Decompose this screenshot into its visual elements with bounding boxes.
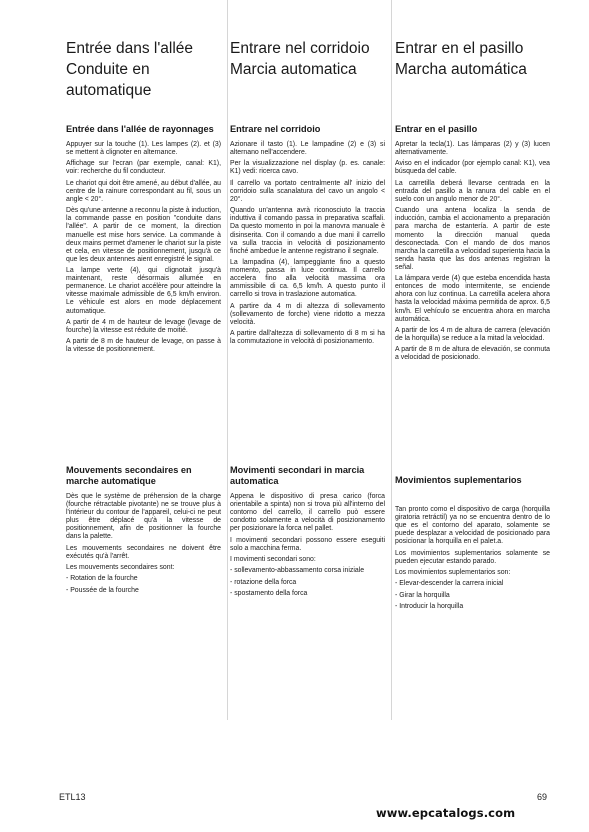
- paragraph: I movimenti secondari possono essere eseguiti solo a macchina ferma.: [230, 536, 385, 552]
- section-heading: Entrare nel corridoio: [230, 124, 321, 134]
- list-item: - sollevamento-abbassamento corsa iniziale: [230, 567, 365, 575]
- list-item: - Poussée de la fourche: [66, 586, 139, 594]
- paragraph: A partir de 8 m de hauteur de levage, on passe à la vitesse de positionnement.: [66, 338, 221, 354]
- paragraph: Quando un'antenna avrà riconosciuto la traccia induttiva il comando passa in preparativa scaffali. Da questo momento in poi la manovra manuale è disinserita. Con il comando a due mani il carrello va sulla traccia in velocità di posizionamento finché ambedue le antenne registrano il segnale.: [230, 207, 385, 255]
- section-body: [66, 141, 221, 358]
- paragraph: Cuando una antena localiza la senda de inducción, cambia el accionamento a preparación para marcha de estantería. A partir de este momento la dirección manual queda desconectada. Con el mando de dos manos marcha la carretilla a velocidad superienta hacia la senda hasta que las dos antenas registran la señal.: [395, 207, 550, 271]
- paragraph: A partir de 8 m de altura de elevación, se conmuta a velocidad de posicionado.: [395, 346, 550, 362]
- paragraph: La lámpara verde (4) que esteba encendida hasta entonces de modo intermitente, se enciende ahora con luz continua. La carretilla acelera ahora hasta la velocidad máxima permitida de aprox. 6,5 km/h. El vehículo se encuentra ahora en marcha automática.: [395, 275, 550, 323]
- paragraph: La carretilla deberá llevarse centrada en la entrada del pasillo a la ranura del cable en el suelo con un angulo menor de 20°.: [395, 179, 550, 203]
- paragraph: A partire dall'altezza di sollevamento di 8 m si ha la commutazione in velocità di posizionamento.: [230, 330, 385, 346]
- paragraph: Appena le dispositivo di presa carico (forca orientabile a spinta) non si trova più all'interno del contorno del carrello, il carrello può essere condotto solamente a velocità di posizionamento per posizionare la forca nel pallet.: [230, 493, 385, 533]
- paragraph: A partir de 4 m de hauteur de levage (levage de fourche) la vitesse est réduite de moitié.: [66, 318, 221, 334]
- section-body: [395, 506, 550, 614]
- section-heading: Entrar en el pasillo: [395, 124, 478, 134]
- paragraph: La lampadina (4), lampeggiante fino a questo momento, passa in luce continua. Il carrello accelera fino alla velocità massima ora ammissibile di ca. 6,5 km/h. A questo punto il carrello si trova in traslazione automatica.: [230, 258, 385, 299]
- paragraph: Los movimientos suplementarios son:: [395, 569, 511, 577]
- section-heading: Movimientos suplementarios: [395, 475, 522, 485]
- list-item: - rotazione della forca: [230, 578, 297, 586]
- section-heading: Entrée dans l'allée de rayonnages: [66, 124, 214, 134]
- column-spanish: [395, 0, 550, 832]
- column-title: Entrare nel corridoio Marcia automatica: [230, 40, 370, 78]
- paragraph: Azionare il tasto (1). Le lampadine (2) e (3) si alternano nell'accendere.: [230, 141, 385, 157]
- list-item: - Rotation de la fourche: [66, 575, 138, 583]
- paragraph: A partir de los 4 m de altura de carrera (elevación de la horquilla) se reduce a la mitad la velocidad.: [395, 326, 550, 342]
- column-divider: [227, 0, 228, 720]
- paragraph: Les mouvements secondaires ne doivent être exécutés qu'à l'arrêt.: [66, 544, 221, 560]
- paragraph: La lampe verte (4), qui clignotait jusqu'à maintenant, reste désormais allumée en permanence. Le chariot accélère pour atteindre la vitesse maximale admissible de 6,5 km/h environ. Le véhicule est alors en mode déplacement automatique.: [66, 267, 221, 315]
- paragraph: Le chariot qui doit être amené, au début d'allée, au centre de la rainure correspondant au fil, sous un angle < 20°.: [66, 179, 221, 203]
- paragraph: A partire da 4 m di altezza di sollevamento (sollevamento de forche) viene ridotto a mezza velocità.: [230, 302, 385, 326]
- paragraph: I movimenti secondari sono:: [230, 556, 316, 564]
- section-body: [230, 493, 385, 601]
- list-item: - spostamento della forca: [230, 589, 308, 597]
- column-french: [66, 0, 221, 832]
- column-divider: [391, 0, 392, 720]
- list-item: - Girar la horquilla: [395, 591, 450, 599]
- document-code: ETL13: [59, 792, 86, 802]
- section-heading: Mouvements secondaires en marche automatique: [66, 465, 192, 486]
- column-italian: [230, 0, 385, 832]
- paragraph: Dès que le système de préhension de la charge (fourche rétractable pivotante) ne se trouve plus à l'intérieur du contour de l'appareil, celui-ci ne peut plus être déplacé qu'à la vitesse de positionnement, afin de positionner la fourche dans la palette.: [66, 493, 221, 541]
- paragraph: Affichage sur l'ecran (par exemple, canal: K1), voir: recherche du fil conducteur.: [66, 160, 221, 176]
- paragraph: Appuyer sur la touche (1). Les lampes (2). et (3) se mettent à clignoter en alternance.: [66, 141, 221, 157]
- list-item: - Introducir la horquilla: [395, 602, 464, 610]
- column-title: Entrar en el pasillo Marcha automática: [395, 40, 527, 78]
- column-title: Entrée dans l'allée Conduite en automatique: [66, 40, 194, 99]
- page-number: 69: [537, 792, 548, 802]
- paragraph: Aviso en el indicador (por ejemplo canal: K1), vea búsqueda del cable.: [395, 160, 550, 176]
- section-body: [66, 493, 221, 598]
- paragraph: Il carrello va portato centralmente all' inizio del corridoio sulla scanalatura del cavo un angolo < 20°.: [230, 179, 385, 203]
- paragraph: Apretar la tecla(1). Las lámparas (2) y (3) lucen alternativamente.: [395, 141, 550, 157]
- section-body: [395, 141, 550, 366]
- section-body: [230, 141, 385, 349]
- paragraph: Los movimientos suplementarios solamente se pueden ejecutar estando parado.: [395, 549, 550, 565]
- paragraph: Tan pronto como el dispositivo de carga (horquilla giratoria retráctil) ya no se encuentra dentro de lo que es el contorno del aparato, solamente se puede desplazar a velocidad de posicionado para posicionar la horquilla en el palet.a.: [395, 506, 550, 546]
- paragraph: Per la visualizzazione nel display (p. es. canale: K1) vedi: ricerca cavo.: [230, 160, 385, 176]
- watermark: www.epcatalogs.com: [376, 806, 516, 820]
- list-item: - Elevar-descender la carrera inicial: [395, 580, 504, 588]
- section-heading: Movimenti secondari in marcia automatica: [230, 465, 365, 486]
- paragraph: Dès qu'une antenne a reconnu la piste à induction, la commande passe en position "conduite dans l'allée". A partir de ce moment, la direction manuelle est mise hors service. La commande à deux mains permet d'amener le chariot sur la piste et cela, en vitesse de positionnement, jusqu'à ce que les deux antennes aient enregistré le signal.: [66, 207, 221, 263]
- paragraph: Les mouvements secondaires sont:: [66, 564, 175, 572]
